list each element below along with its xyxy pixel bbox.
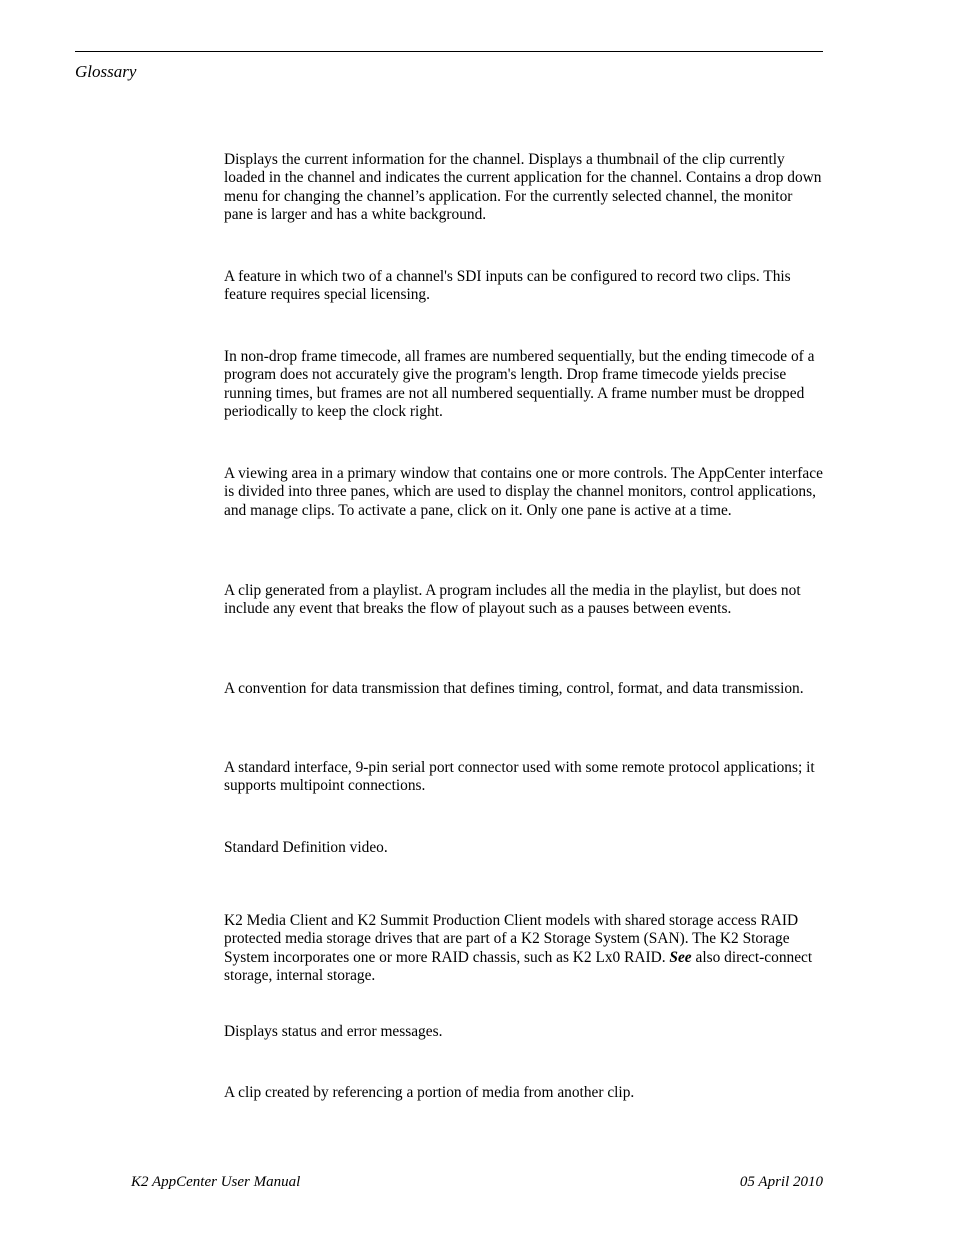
entry-text-before: K2 Media Client and K2 Summit Production Client models with shared storage access RAID protected media storage drives that are part of a K2 Storage System (SAN). The K2 Storage System incorporates one or more RAID chassis, such as K2 Lx0 RAID. [224, 912, 799, 966]
glossary-entry-shared-storage [224, 912, 824, 986]
footer-date: 05 April 2010 [739, 1174, 823, 1190]
glossary-entry-pane: A viewing area in a primary window that contains one or more controls. The AppCenter interface is divided into three panes, which are used to display the channel monitors, control applications, and manage clips. To activate a pane, click on it. Only one pane is active at a time. [224, 465, 823, 519]
glossary-entry-multi-cam-record: A feature in which two of a channel's SDI inputs can be configured to record two clips. This feature requires special licensing. [224, 268, 791, 304]
section-title: Glossary [75, 62, 137, 81]
glossary-entry-subclip: A clip created by referencing a portion of media from another clip. [224, 1084, 635, 1101]
glossary-entry-protocol: A convention for data transmission that defines timing, control, format, and data transmission. [224, 680, 804, 697]
glossary-entry-non-drop-frame: In non-drop frame timecode, all frames are numbered sequentially, but the ending timecode of a program does not accurately give the program's length. Drop frame timecode yields precise running times, but frames are not all numbered sequentially. A frame number must be dropped periodically to keep the clock right. [224, 348, 815, 421]
glossary-entry-program: A clip generated from a playlist. A program includes all the media in the playlist, but does not include any event that breaks the flow of playout such as a pauses between events. [224, 582, 801, 618]
footer-manual-title: K2 AppCenter User Manual [131, 1174, 301, 1190]
glossary-entry-sd: Standard Definition video. [224, 839, 388, 856]
header-rule [75, 51, 823, 52]
see-reference: See [669, 948, 692, 966]
glossary-entry-rs-422: A standard interface, 9-pin serial port connector used with some remote protocol applications; it supports multipoint connections. [224, 759, 815, 795]
glossary-entry-monitor-pane: Displays the current information for the channel. Displays a thumbnail of the clip currently loaded in the channel and indicates the current application for the channel. Contains a drop down menu for changing the channel’s application. For the currently selected channel, the monitor pane is larger and has a white background. [224, 151, 822, 224]
entry-text-after: also direct-connect storage, internal storage. [224, 948, 813, 985]
glossary-entry-status-bar: Displays status and error messages. [224, 1023, 443, 1040]
